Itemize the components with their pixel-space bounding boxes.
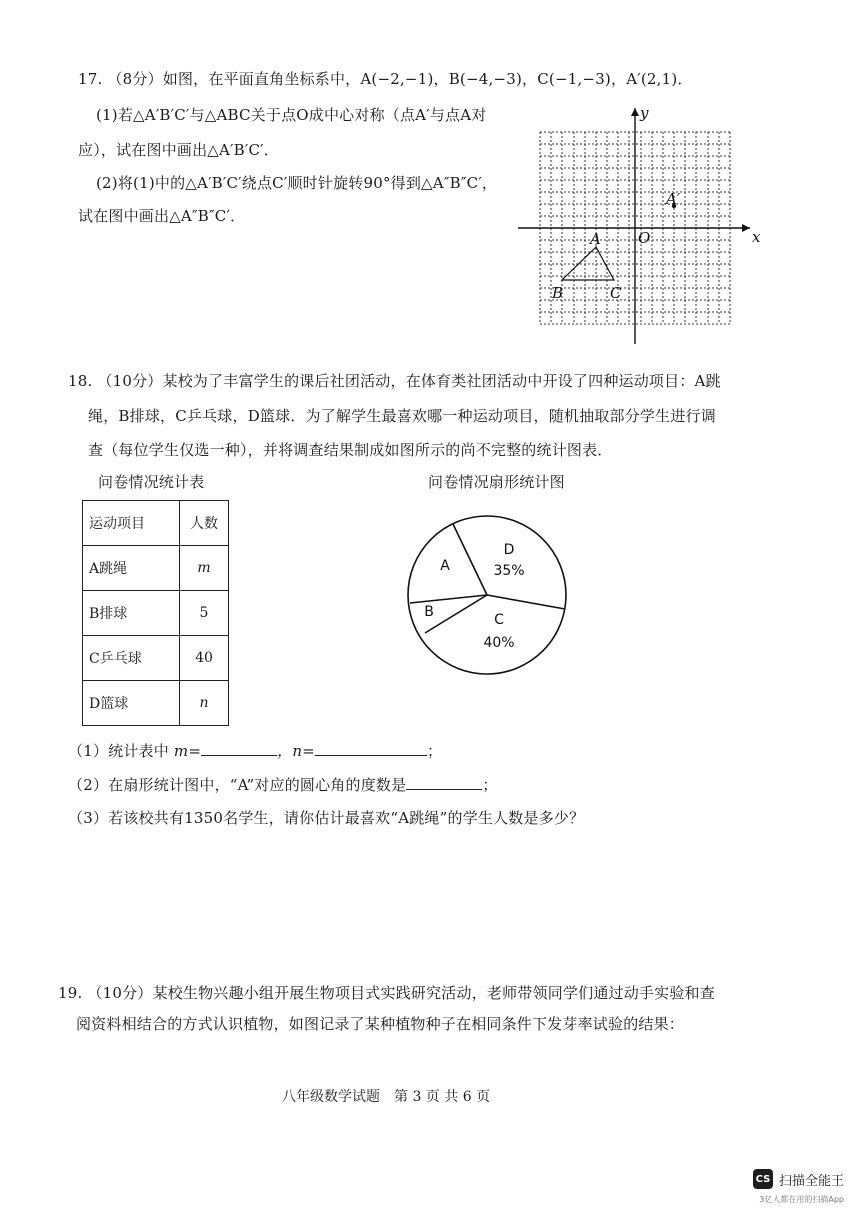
q18-sub2 — [68, 774, 498, 795]
pie-divider-d-c — [487, 595, 565, 609]
pie-title: 问卷情况扇形统计图 — [428, 473, 565, 491]
q18-sub3: （3）若该校共有1350名学生，请你估计最喜欢“A跳绳”的学生人数是多少？ — [68, 809, 585, 827]
answer-blank-m[interactable] — [201, 741, 277, 756]
q19-line2: 阅资料相结合的方式认识植物，如图记录了某种植物种子在相同条件下发芽率试验的结果： — [76, 1015, 685, 1033]
q18-line3: 查（每位学生仅选一种），并将调查结果制成如图所示的尚不完整的统计图表． — [88, 441, 613, 459]
q17-line4: (2)将(1)中的△A′B′C′绕点C′顺时针旋转90°得到△A″B″C′， — [96, 174, 498, 192]
table-cell: C乒乓球 — [83, 636, 180, 681]
answer-blank-angle[interactable] — [406, 775, 482, 790]
pie-percent-d: 35% — [493, 563, 525, 579]
pie-percent-c: 40% — [483, 635, 515, 651]
q18-line1: 18. （10分）某校为了丰富学生的课后社团活动，在体育类社团活动中开设了四种运动项目：A跳 — [68, 372, 721, 390]
table-header-count: 人数 — [180, 501, 229, 546]
scanner-watermark — [753, 1169, 844, 1189]
q17-line3: 应），试在图中画出△A′B′C′． — [78, 141, 279, 159]
table-row — [83, 546, 229, 591]
answer-blank-n[interactable] — [315, 741, 427, 756]
table-title: 问卷情况统计表 — [98, 473, 205, 491]
label-c: C — [610, 284, 622, 302]
table-cell: B排球 — [83, 591, 180, 636]
table-cell: D篮球 — [83, 681, 180, 726]
pie-label-a: A — [440, 558, 450, 574]
pie-chart — [405, 513, 569, 677]
table-cell: m — [180, 546, 229, 591]
sub1-n-label: ，n= — [277, 742, 315, 760]
table-row — [83, 636, 229, 681]
x-axis-label: x — [752, 228, 761, 246]
sub2-end: ； — [482, 776, 498, 794]
origin-label: O — [638, 229, 651, 247]
q18-sub1 — [68, 740, 442, 761]
table-cell: 5 — [180, 591, 229, 636]
q18-line2: 绳，B排球，C乒乓球，D篮球．为了解学生最喜欢哪一种运动项目，随机抽取部分学生进行调 — [88, 407, 716, 425]
sub1-end: ； — [426, 742, 443, 760]
table-row — [83, 591, 229, 636]
sub1-prefix: （1）统计表中 — [68, 742, 174, 760]
sub2-text: （2）在扇形统计图中，“A”对应的圆心角的度数是 — [68, 776, 407, 794]
cs-logo-icon: CS — [753, 1169, 773, 1189]
pie-label-b: B — [424, 604, 434, 620]
label-a-prime: A′ — [666, 190, 681, 208]
q19-line1: 19. （10分）某校生物兴趣小组开展生物项目式实践研究活动，老师带领同学们通过动手实验和查 — [58, 984, 715, 1002]
pie-label-d: D — [503, 542, 515, 558]
label-b: B — [552, 284, 564, 302]
y-axis-label: y — [640, 104, 649, 122]
table-cell: n — [180, 681, 229, 726]
label-a: A — [590, 230, 601, 248]
q17-line5: 试在图中画出△A″B″C′． — [78, 207, 246, 225]
pie-label-c: C — [494, 612, 504, 628]
pie-divider-a-d — [453, 524, 487, 595]
coordinate-grid-figure — [514, 102, 764, 347]
table-header-item: 运动项目 — [83, 501, 180, 546]
scanner-app-tagline: 3亿人都在用的扫描App — [759, 1195, 844, 1204]
scanner-app-name: 扫描全能王 — [778, 1173, 844, 1189]
q17-line2: (1)若△A′B′C′与△ABC关于点O成中心对称（点A′与点A对 — [96, 106, 487, 124]
table-header-row — [83, 501, 229, 546]
page-footer: 八年级数学试题 第 3 页 共 6 页 — [282, 1089, 491, 1105]
table-row — [83, 681, 229, 726]
q17-line1: 17. （8分）如图，在平面直角坐标系中，A(−2,−1)，B(−4,−3)，C(−1,−3)，A′(2,1)． — [78, 70, 693, 88]
table-cell: 40 — [180, 636, 229, 681]
table-cell: A跳绳 — [83, 546, 180, 591]
survey-table — [82, 500, 229, 726]
sub1-m-label: m= — [173, 742, 202, 760]
